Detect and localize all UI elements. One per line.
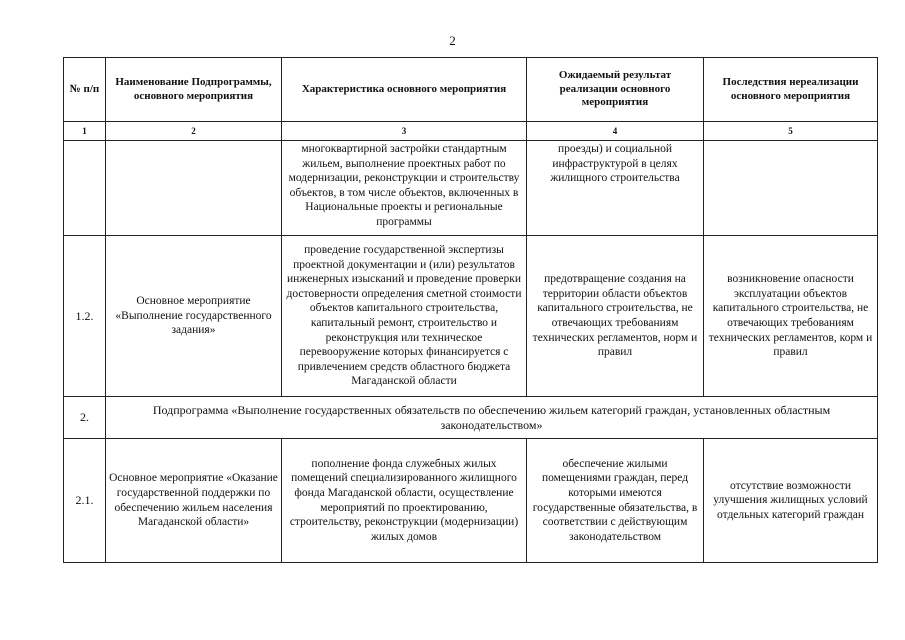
header-name: Наименование Подпрограммы, основного мероприятия [106,58,282,122]
measure-characteristic: проведение государственной экспертизы проектной документации и (или) результатов инженерных изысканий и проведение проверки достоверности определения сметной стоимости объектов капитального строительства, капитальный ремонт, строительство и реконструкция или техническое перевооружение которых финансируется с привлечением средств областного бюджета Магаданской области [282,236,527,397]
measure-name: Основное мероприятие «Оказание государственной поддержки по обеспечению жильем населения Магаданской области» [106,439,282,563]
header-result: Ожидаемый результат реализации основного мероприятия [527,58,704,122]
measure-consequence [704,141,878,236]
subprogram-row [64,397,878,439]
row-number [64,141,106,236]
row-number: 2.1. [64,439,106,563]
table-row [64,236,878,397]
measure-result: проезды) и социальной инфраструктурой в целях жилищного строительства [527,141,704,236]
column-number-row [64,122,878,141]
table-row [64,141,878,236]
header-characteristic: Характеристика основного мероприятия [282,58,527,122]
column-number: 4 [527,122,704,141]
table-row [64,439,878,563]
measure-result: предотвращение создания на территории области объектов капитального строительства, не отвечающих требованиям технических регламентов, норм и правил [527,236,704,397]
row-number: 2. [64,397,106,439]
row-number: 1.2. [64,236,106,397]
column-number: 1 [64,122,106,141]
column-number: 2 [106,122,282,141]
measures-table [63,57,878,563]
page-number: 2 [449,33,456,48]
column-number: 5 [704,122,878,141]
subprogram-title: Подпрограмма «Выполнение государственных обязательств по обеспечению жильем категорий граждан, установленных областным законодательством» [106,397,878,439]
measure-consequence: возникновение опасности эксплуатации объектов капитального строительства, не отвечающих требованиям технических регламентов, корм и правил [704,236,878,397]
column-number: 3 [282,122,527,141]
measure-name [106,141,282,236]
measure-consequence: отсутствие возможности улучшения жилищных условий отдельных категорий граждан [704,439,878,563]
measure-characteristic: многоквартирной застройки стандартным жильем, выполнение проектных работ по модернизации, реконструкции и строительству объектов, в том числе объектов, включенных в Национальные проекты и региональные программы [282,141,527,236]
header-row [64,58,878,122]
measure-result: обеспечение жилыми помещениями граждан, перед которыми имеются государственные обязательства, в соответствии с действующим законодательством [527,439,704,563]
header-number: № п/п [64,58,106,122]
header-consequence: Последствия нереализации основного мероприятия [704,58,878,122]
measure-name: Основное мероприятие «Выполнение государственного задания» [106,236,282,397]
measure-characteristic: пополнение фонда служебных жилых помещений специализированного жилищного фонда Магаданской области, осуществление мероприятий по проектированию, строительству, реконструкции (модернизации) жилых домов [282,439,527,563]
